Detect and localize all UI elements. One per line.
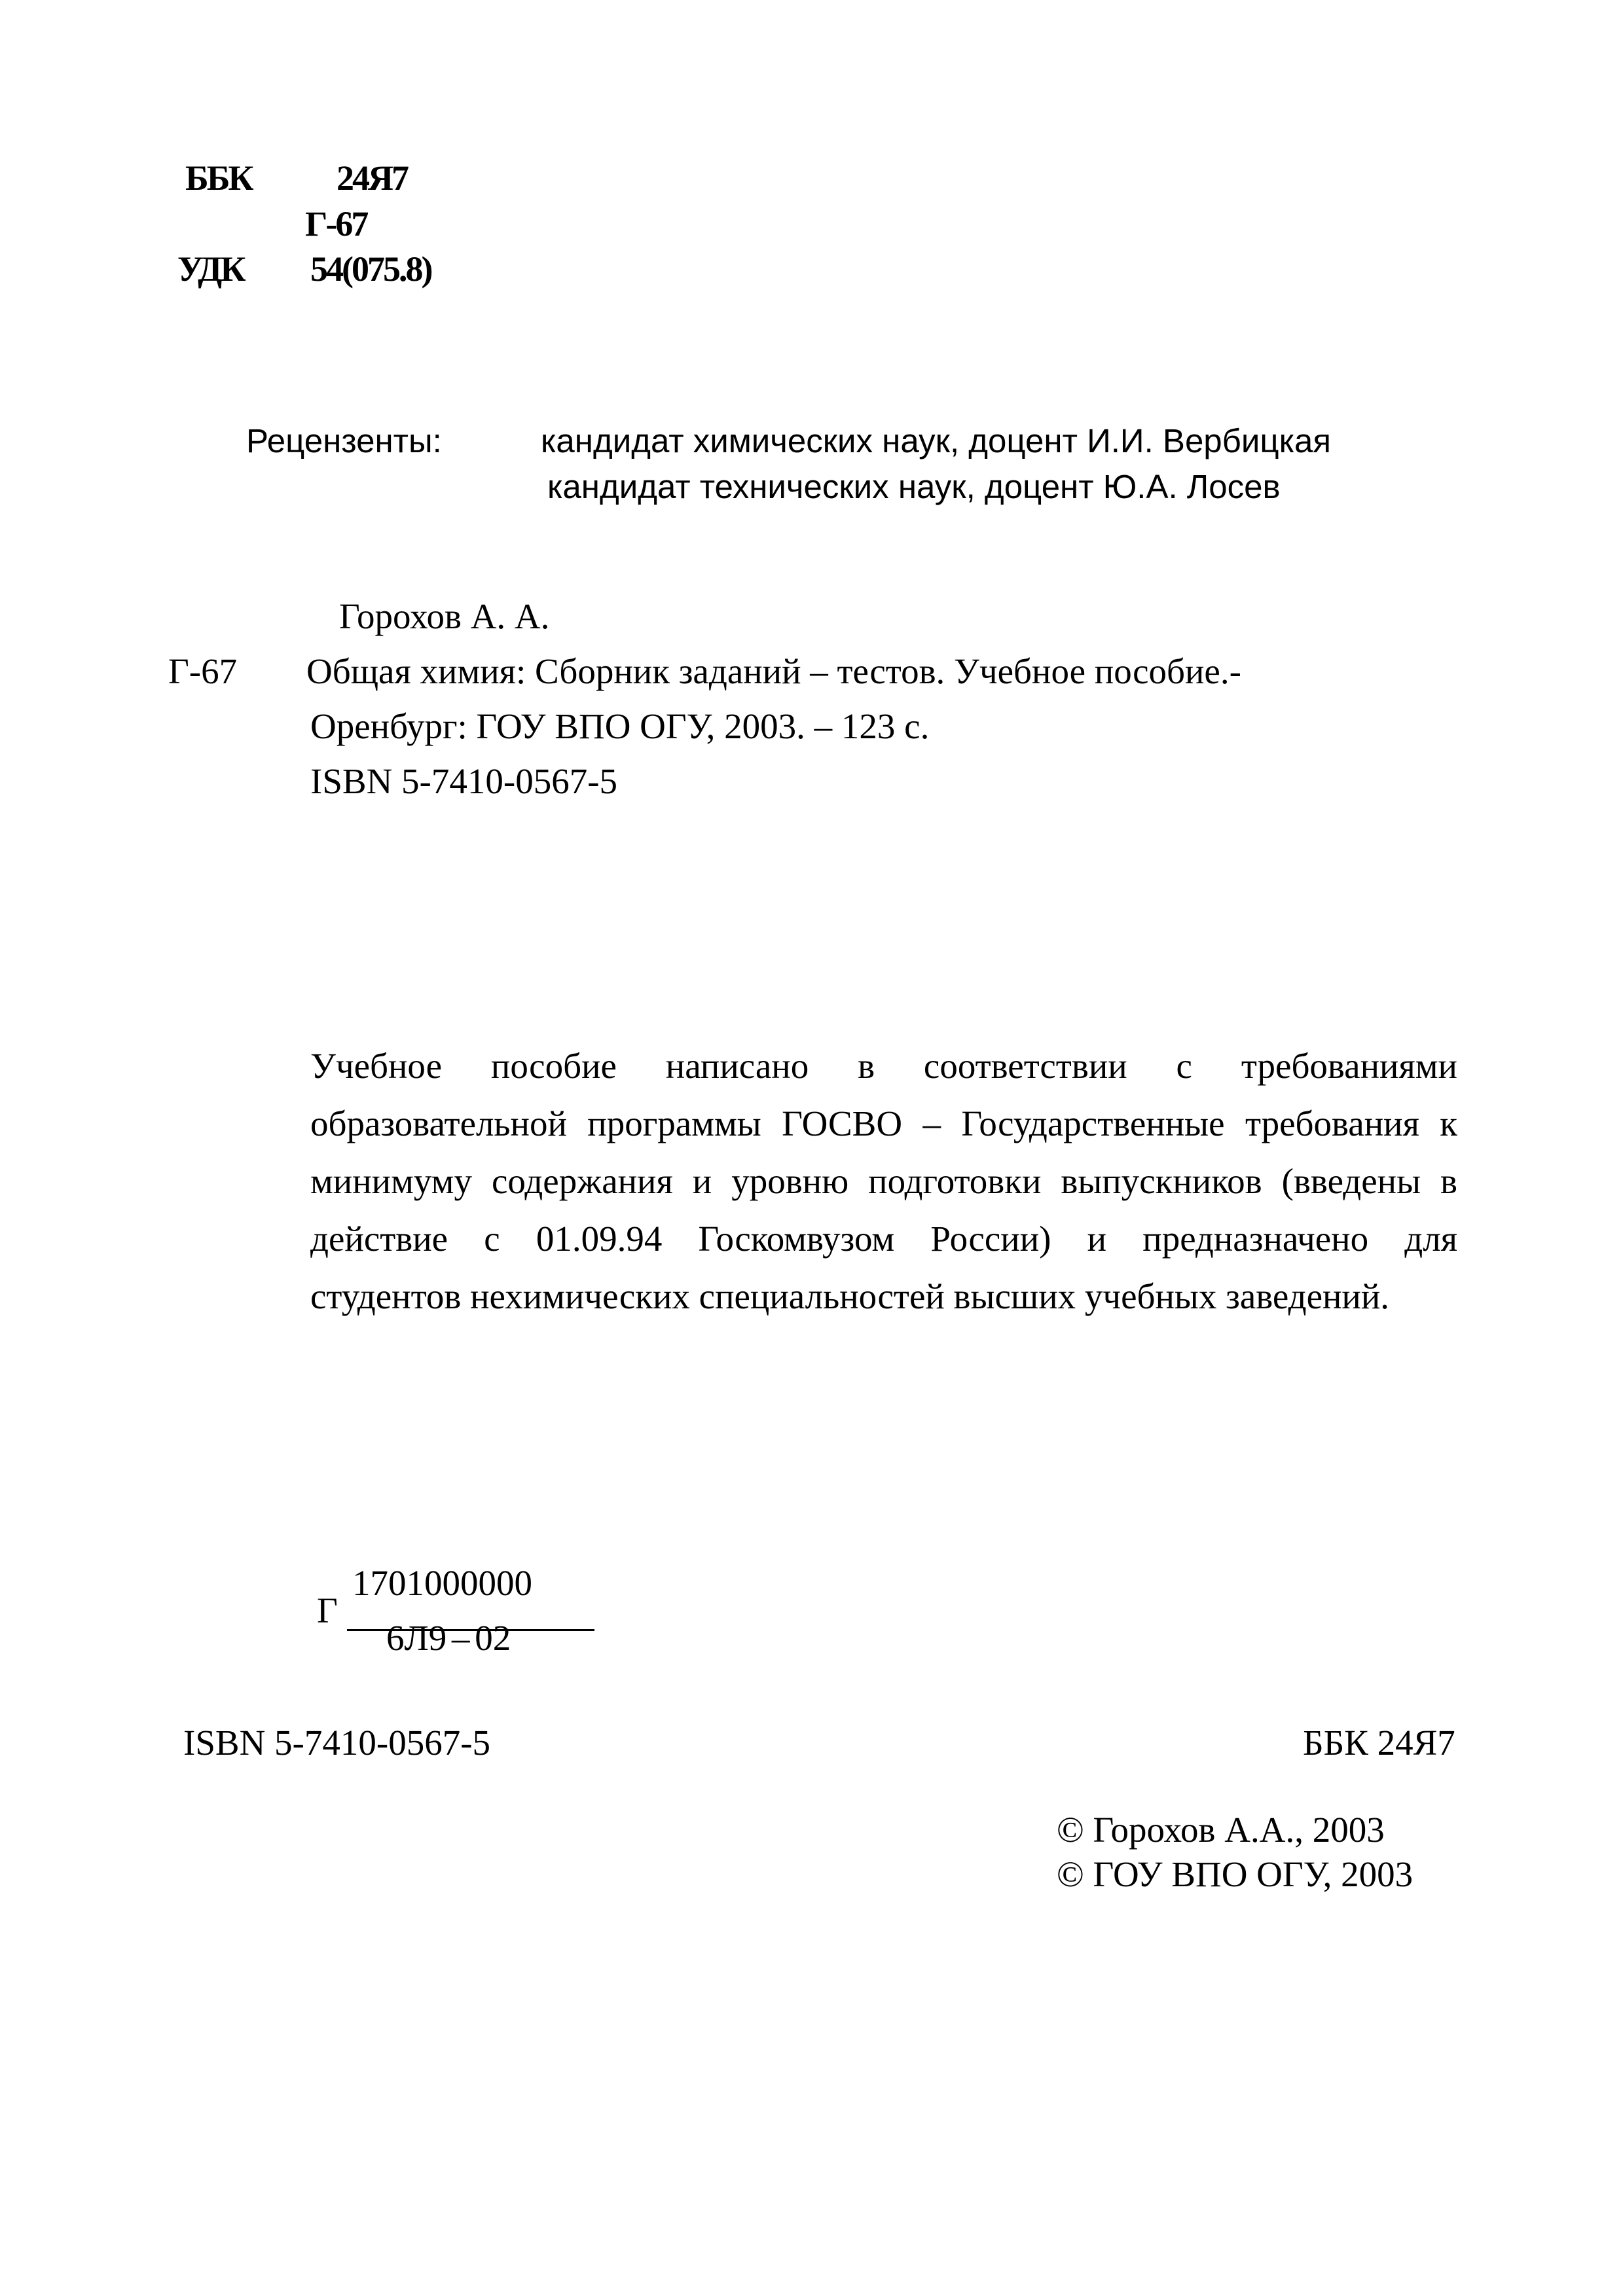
bib-author: Горохов А. А.: [339, 596, 550, 636]
bib-publisher-line: Оренбург: ГОУ ВПО ОГУ, 2003. – 123 с.: [310, 706, 930, 746]
annotation-line: Учебное пособие написано в соответствии с требованиями: [310, 1046, 1457, 1086]
udk-value: 54(075.8): [310, 249, 431, 289]
annotation-line: действие с 01.09.94 Госкомвузом России) и предназначено для: [310, 1219, 1457, 1259]
author-sign: Г-67: [305, 204, 367, 243]
udk-label: УДК: [177, 249, 244, 289]
annotation-line: студентов нехимических специальностей высших учебных заведений.: [310, 1276, 1390, 1316]
copyright-line-2: © ГОУ ВПО ОГУ, 2003: [1057, 1854, 1413, 1894]
annotation-paragraph: [310, 1037, 1457, 1325]
reviewer-line-2: кандидат технических наук, доцент Ю.А. Лосев: [547, 468, 1281, 505]
bib-title-line: Общая химия: Сборник заданий – тестов. Учебное пособие.-: [306, 651, 1241, 691]
bib-isbn: ISBN 5-7410-0567-5: [310, 761, 618, 801]
index-letter: Г: [317, 1590, 338, 1630]
footer-bbk: ББК 24Я7: [1303, 1723, 1455, 1763]
index-numerator: 1701000000: [352, 1563, 532, 1603]
annotation-line: минимуму содержания и уровню подготовки выпускников (введены в: [310, 1161, 1457, 1201]
footer-isbn: ISBN 5-7410-0567-5: [183, 1723, 491, 1763]
reviewer-line-1: кандидат химических наук, доцент И.И. Вербицкая: [541, 422, 1331, 459]
annotation-line: образовательной программы ГОСВО – Государственные требования к: [310, 1103, 1457, 1143]
reviewers-label: Рецензенты:: [246, 422, 442, 459]
bib-sign: Г-67: [168, 651, 238, 691]
index-denominator: 6Л9 – 02: [386, 1618, 511, 1658]
bbk-label: ББК: [185, 158, 252, 198]
bbk-value: 24Я7: [337, 158, 407, 198]
copyright-line-1: © Горохов А.А., 2003: [1057, 1810, 1385, 1850]
